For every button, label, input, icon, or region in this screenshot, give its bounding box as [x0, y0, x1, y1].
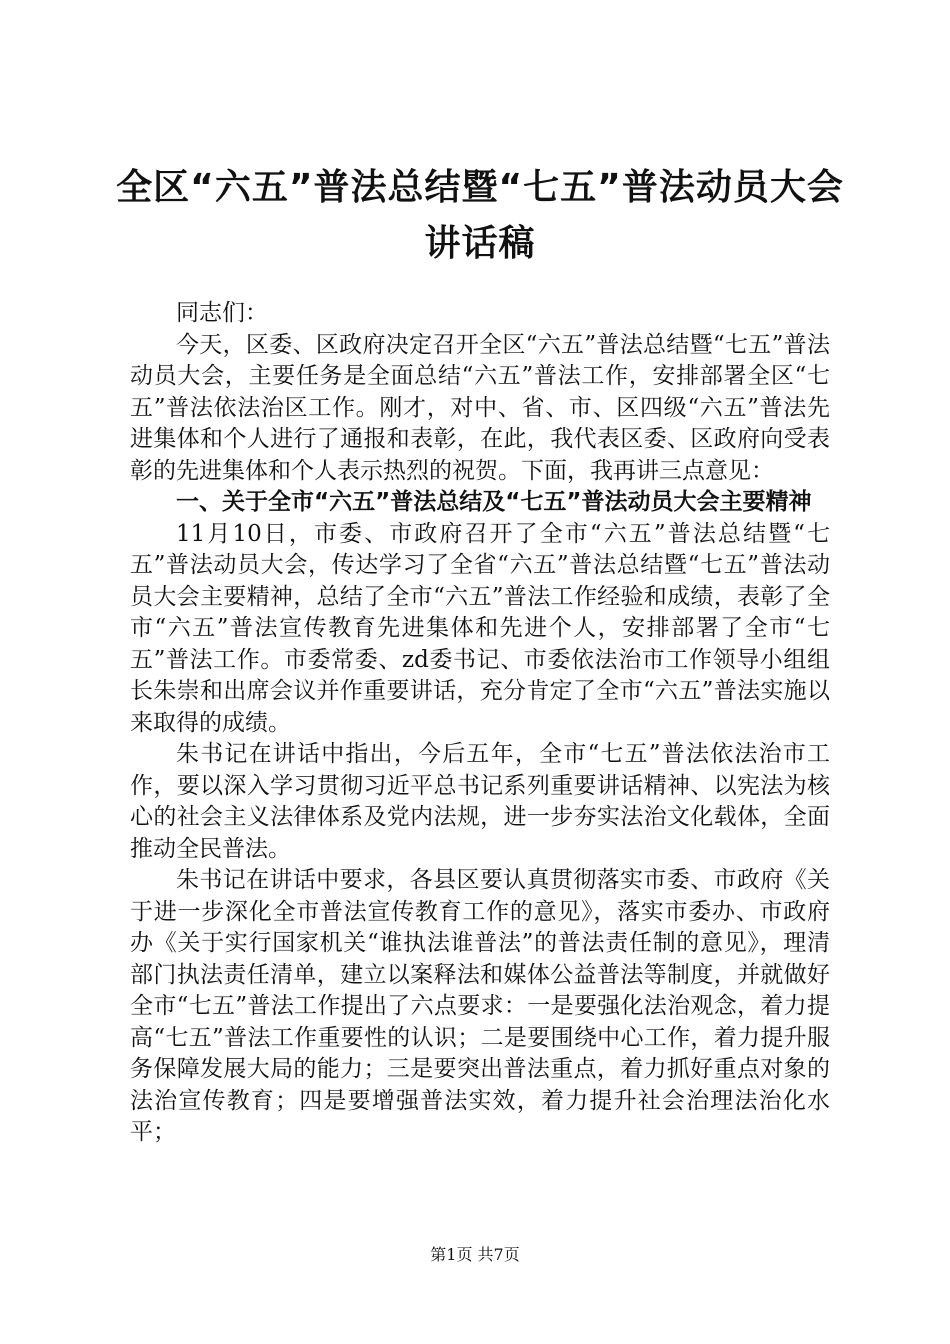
section-heading: 一、关于全市“六五”普法总结及“七五”普法动员大会主要精神: [176, 489, 812, 515]
body-paragraph: 11月10日，市委、市政府召开了全市“六五”普法总结暨“七五”普法动员大会，传达学习了全省“六五”普法总结暨“七五”普法动员大会主要精神，总结了全市“六五”普法工作经验和成绩，表彰了全市“六五”普法宣传教育先进集体和先进个人，安排部署了全市“七五”普法工作。市委常委、zd委书记、市委依法治市工作领导小组组长朱崇和出席会议并作重要讲话，充分肯定了全市“六五”普法实施以来取得的成绩。: [130, 520, 830, 736]
document-title: 全区“六五”普法总结暨“七五”普法动员大会讲话稿: [116, 167, 844, 264]
document-body: [130, 298, 830, 1149]
body-paragraph: 朱书记在讲话中要求，各县区要认真贯彻落实市委、市政府《关于进一步深化全市普法宣传教育工作的意见》，落实市委办、市政府办《关于实行国家机关“谁执法谁普法”的普法责任制的意见》，理清部门执法责任清单，建立以案释法和媒体公益普法等制度，并就做好全市“七五”普法工作提出了六点要求：一是要强化法治观念，着力提高“七五”普法工作重要性的认识；二是要围绕中心工作，着力提升服务保障发展大局的能力；三是要突出普法重点，着力抓好重点对象的法治宣传教育；四是要增强普法实效，着力提升社会治理法治化水平；: [130, 867, 830, 1145]
intro-paragraph: 今天，区委、区政府决定召开全区“六五”普法总结暨“七五”普法动员大会，主要任务是全面总结“六五”普法工作，安排部署全区“七五”普法依法治区工作。刚才，对中、省、市、区四级“六五”普法先进集体和个人进行了通报和表彰，在此，我代表区委、区政府向受表彰的先进集体和个人表示热烈的祝贺。下面，我再讲三点意见：: [130, 331, 830, 484]
page-number-footer: 第1页 共7页: [430, 1245, 520, 1264]
body-paragraph: 朱书记在讲话中指出，今后五年，全市“七五”普法依法治市工作，要以深入学习贯彻习近平总书记系列重要讲话精神、以宪法为核心的社会主义法律体系及党内法规，进一步夯实法治文化载体，全面推动全民普法。: [130, 741, 830, 862]
salutation-paragraph: 同志们：: [176, 300, 268, 326]
